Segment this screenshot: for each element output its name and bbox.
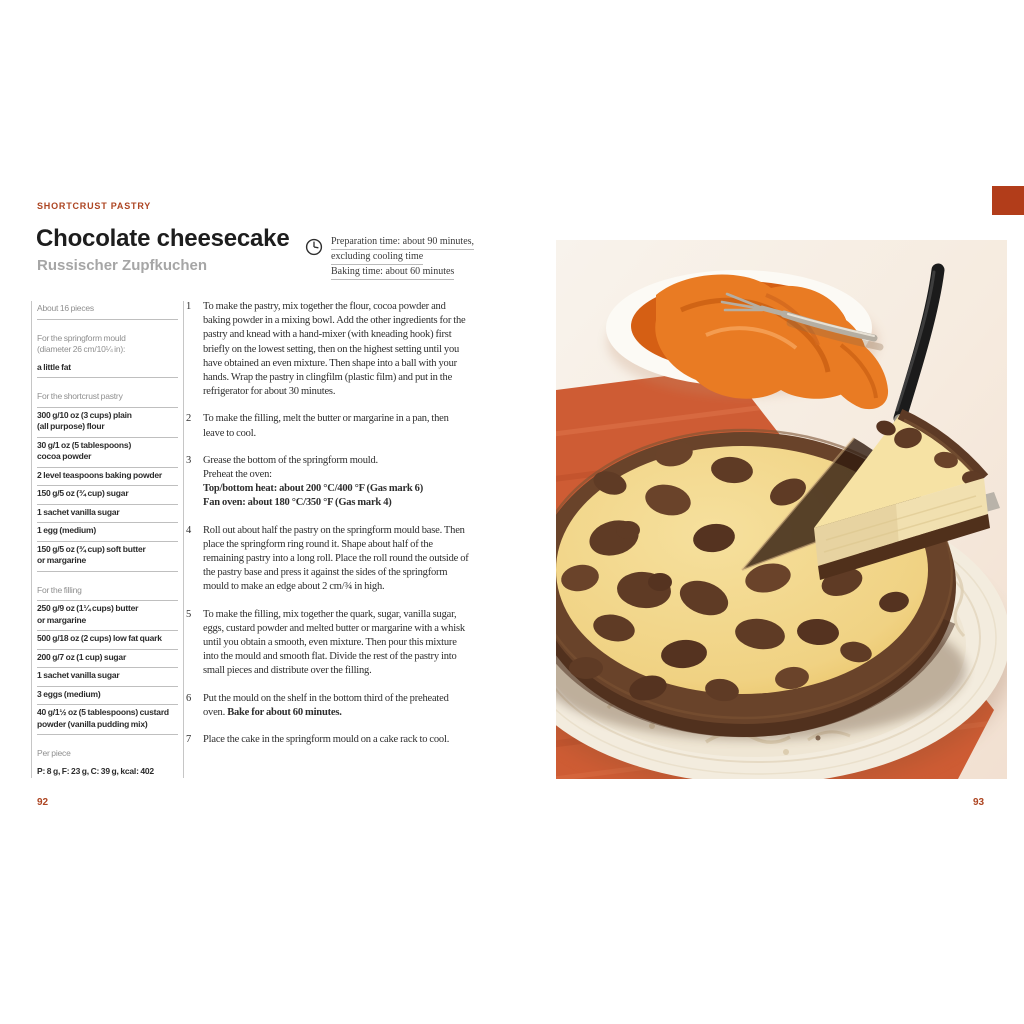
nutrition-line: P: 8 g, F: 23 g, C: 39 g, kcal: 402 [37, 765, 154, 776]
step-number: 4 [186, 524, 192, 536]
step-5 [186, 608, 471, 679]
page-subtitle: Russischer Zupfkuchen [37, 257, 208, 274]
page-number-right: 93 [973, 797, 985, 808]
instructions-list [186, 300, 471, 760]
ingredient-item: 300 g/10 oz (3 cups) plain (all purpose) flour [37, 408, 178, 438]
step-number: 3 [186, 454, 192, 466]
prep-time-line: Preparation time: about 90 minutes, [331, 237, 474, 250]
category-label: SHORTCRUST PASTRY [37, 201, 152, 211]
yield-label: About 16 pieces [37, 301, 178, 320]
ingredient-item: 1 egg (medium) [37, 523, 178, 542]
pastry-header: For the shortcrust pastry [37, 389, 178, 408]
step-text: To make the filling, melt the butter or margarine in a pan, then leave to cool. [203, 413, 449, 439]
ingredient-item: 150 g/5 oz (¾ cup) sugar [37, 486, 178, 505]
step-2 [186, 412, 471, 440]
ingredient-item: 500 g/18 oz (2 cups) low fat quark [37, 631, 178, 650]
ingredient-item: 250 g/9 oz (1¼ cups) butter or margarine [37, 601, 178, 631]
ingredient-item: 1 sachet vanilla sugar [37, 505, 178, 524]
ingredients-panel [37, 301, 178, 781]
ingredient-item: 3 eggs (medium) [37, 687, 178, 706]
ingredient-item: 200 g/7 oz (1 cup) sugar [37, 650, 178, 669]
times-block [331, 237, 474, 282]
step-number: 7 [186, 734, 192, 746]
step-number: 2 [186, 413, 192, 425]
step-6 [186, 692, 471, 720]
ingredient-item: 30 g/1 oz (5 tablespoons) cocoa powder [37, 438, 178, 468]
ingredient-item: 1 sachet vanilla sugar [37, 668, 178, 687]
step-text: Roll out about half the pastry on the springform mould base. Then place the springform ring round it. Shape about half of the remaining pastry into a long roll. Place the roll round the outside of the pastry base and press it against the sides of the springform mould to make an edge about 2 cm/¾ in high. [203, 524, 469, 593]
recipe-photo [556, 240, 1007, 779]
step-number: 1 [186, 301, 192, 312]
step-text: To make the filling, mix together the quark, sugar, vanilla sugar, eggs, custard powder and melted butter or margarine with a whisk until you obtain a smooth, even mixture. Then pour this mixture into the mould and smooth flat. Divide the rest of the pastry into small pieces and distribute over the filling. [203, 608, 465, 677]
per-piece-header: Per piece [37, 748, 71, 758]
ingredient-item: 40 g/1½ oz (5 tablespoons) custard powder (vanilla pudding mix) [37, 705, 178, 735]
step-1 [186, 300, 471, 399]
page-number-left: 92 [37, 797, 49, 808]
step-number: 5 [186, 608, 192, 620]
chapter-tab [992, 186, 1024, 215]
ingredient-item: 150 g/5 oz (¾ cup) soft butter or margarine [37, 542, 178, 572]
ingredients-left-rule [31, 301, 32, 778]
page-title: Chocolate cheesecake [36, 225, 290, 252]
step-3 [186, 454, 471, 511]
step-text: Place the cake in the springform mould on a cake rack to cool. [203, 734, 450, 746]
prep-time-line2: excluding cooling time [331, 252, 423, 265]
step-text: Grease the bottom of the springform mould. Preheat the oven: Top/bottom heat: about 200 °C/400 °F (Gas mark 6) Fan oven: about 180 °C/350 °F (Gas mark 4) [203, 454, 424, 509]
step-4 [186, 524, 471, 595]
baking-time-line: Baking time: about 60 minutes [331, 267, 454, 280]
filling-header: For the filling [37, 583, 178, 602]
ingredients-right-rule [183, 301, 184, 778]
clock-icon [305, 238, 323, 256]
step-7 [186, 733, 471, 747]
step-text: To make the pastry, mix together the flour, cocoa powder and baking powder in a mixing bowl. Add the other ingredients for the pastry and knead with a hand-mixer (with kneading hook) first briefly on the lowest setting, then on the highest setting until you have obtained an even mixture. Then shape into a ball with your hands. Wrap the pastry in clingfilm (plastic film) and put in the refrigerator for about 30 minutes. [203, 301, 466, 398]
step-text: Put the mould on the shelf in the bottom third of the preheated oven. Bake for about 60 minutes. [203, 692, 449, 718]
ingredient-item: a little fat [37, 360, 178, 379]
mould-header: For the springform mould (diameter 26 cm/10¼ in): [37, 332, 126, 354]
step-number: 6 [186, 692, 192, 704]
ingredient-item: 2 level teaspoons baking powder [37, 468, 178, 487]
